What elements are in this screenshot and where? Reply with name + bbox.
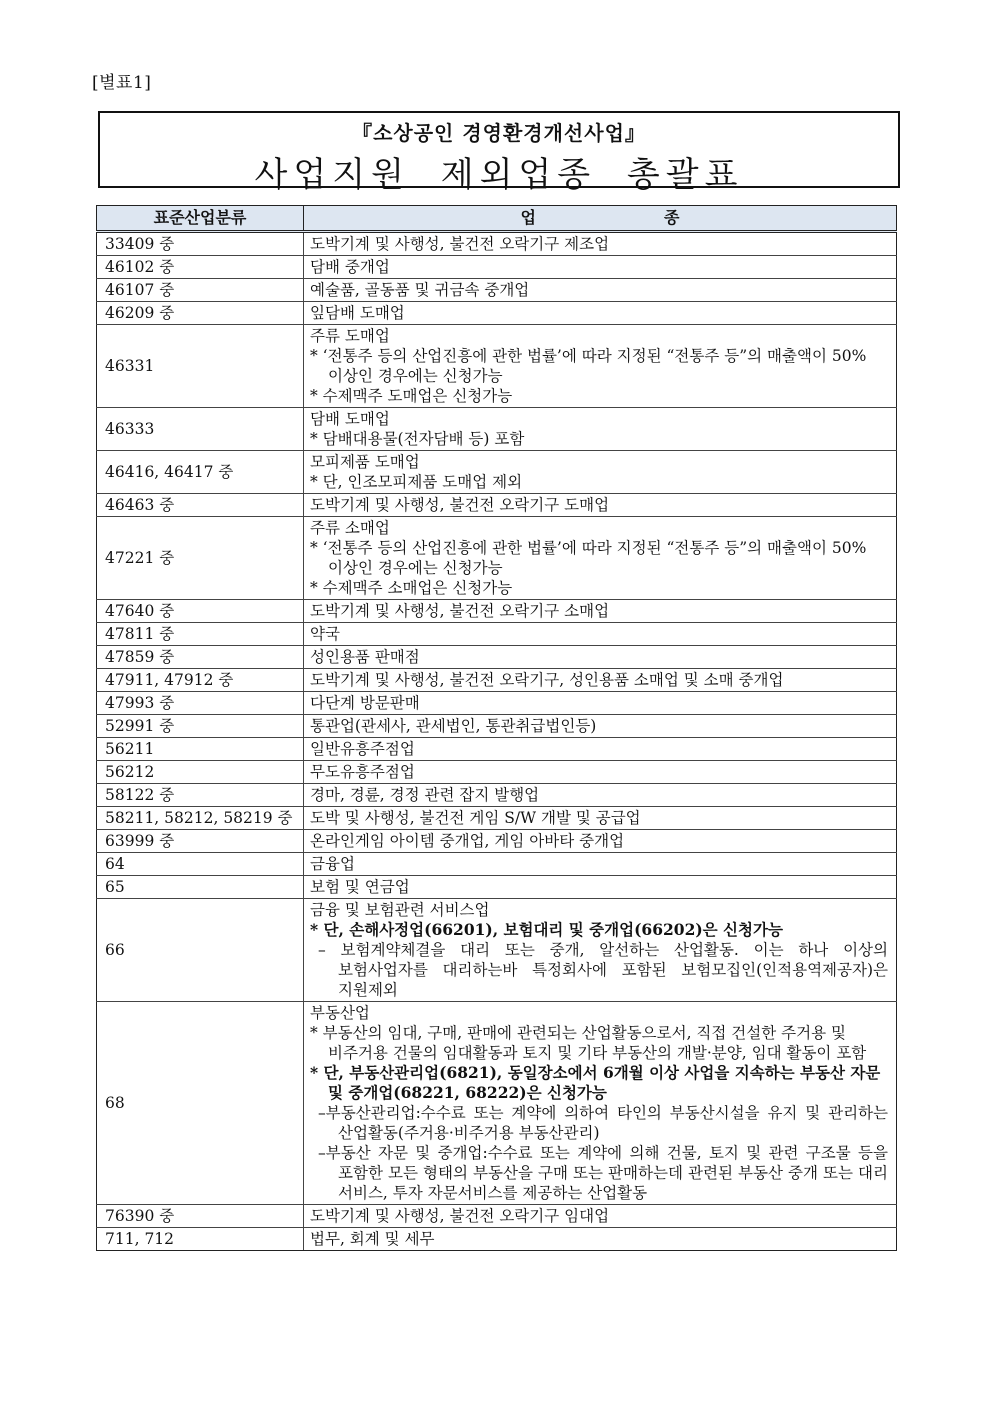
industry-code-cell: 47911, 47912 중 xyxy=(97,669,304,692)
business-type-cell xyxy=(304,1205,897,1228)
business-type-cell xyxy=(304,517,897,600)
industry-code-cell: 65 xyxy=(97,876,304,899)
business-type-text: 다단계 방문판매 xyxy=(310,694,420,712)
business-type-cell xyxy=(304,646,897,669)
industry-code-cell: 711, 712 xyxy=(97,1228,304,1251)
business-type-text: 도박기계 및 사행성, 불건전 오락기구 임대업 xyxy=(310,1207,610,1225)
industry-code-cell: 76390 중 xyxy=(97,1205,304,1228)
industry-code-cell: 46416, 46417 중 xyxy=(97,451,304,494)
table-row xyxy=(97,876,897,899)
business-type-cell xyxy=(304,302,897,325)
business-type-text: 부동산업 xyxy=(310,1004,370,1022)
business-type-text: 통관업(관세사, 관세법인, 통관취급법인등) xyxy=(310,717,597,735)
excluded-industries-table xyxy=(96,205,897,1251)
table-row xyxy=(97,1228,897,1251)
header-business-type: 업종 xyxy=(304,206,897,232)
note-line: * 단, 인조모피제품 도매업 제외 xyxy=(310,473,523,491)
business-type-text: 금융업 xyxy=(310,855,355,873)
industry-code-cell: 47993 중 xyxy=(97,692,304,715)
business-type-text: 온라인게임 아이템 중개업, 게임 아바타 중개업 xyxy=(310,832,625,850)
business-type-text: 도박기계 및 사행성, 불건전 오락기구 소매업 xyxy=(310,602,610,620)
table-row xyxy=(97,494,897,517)
business-type-text: 도박기계 및 사행성, 불건전 오락기구 도매업 xyxy=(310,496,610,514)
table-row xyxy=(97,784,897,807)
table-row xyxy=(97,715,897,738)
business-type-cell xyxy=(304,669,897,692)
business-type-cell xyxy=(304,876,897,899)
table-body xyxy=(97,232,897,1251)
business-type-cell xyxy=(304,325,897,408)
table-row xyxy=(97,807,897,830)
industry-code-cell: 46333 xyxy=(97,408,304,451)
industry-code-cell: 33409 중 xyxy=(97,232,304,256)
industry-code-cell: 58211, 58212, 58219 중 xyxy=(97,807,304,830)
business-type-text: 법무, 회계 및 세무 xyxy=(310,1230,435,1248)
detail-line: –부동산관리업:수수료 또는 계약에 의하여 타인의 부동산시설을 유지 및 관리하는 산업활동(주거용·비주거용 부동산관리) xyxy=(318,1104,888,1142)
note-line: * 부동산의 임대, 구매, 판매에 관련되는 산업활동으로서, 직접 건설한 주거용 및 비주거용 건물의 임대활동과 토지 및 기타 부동산의 개발·분양, 임대 활동이 포함 xyxy=(310,1024,867,1062)
industry-code-cell: 68 xyxy=(97,1002,304,1205)
note-line: * ‘전통주 등의 산업진흥에 관한 법률’에 따라 지정된 “전통주 등”의 매출액이 50% 이상인 경우에는 신청가능 xyxy=(310,539,867,577)
business-type-text: 도박 및 사행성, 불건전 게임 S/W 개발 및 공급업 xyxy=(310,809,641,827)
table-row xyxy=(97,853,897,876)
industry-code-cell: 47221 중 xyxy=(97,517,304,600)
detail-line: – 보험계약체결을 대리 또는 중개, 알선하는 산업활동. 이는 하나 이상의 보험사업자를 대리하는바 특정회사에 포함된 보험모집인(인적용역제공자)은 지원제외 xyxy=(318,941,888,999)
note-line: * 단, 손해사정업(66201), 보험대리 및 중개업(66202)은 신청가능 xyxy=(310,920,783,939)
business-type-cell xyxy=(304,408,897,451)
table-row xyxy=(97,279,897,302)
industry-code-cell: 46102 중 xyxy=(97,256,304,279)
business-type-cell xyxy=(304,256,897,279)
business-type-text: 모피제품 도매업 xyxy=(310,453,420,471)
table-row xyxy=(97,899,897,1002)
industry-code-cell: 64 xyxy=(97,853,304,876)
table-row xyxy=(97,451,897,494)
table-row xyxy=(97,646,897,669)
business-type-text: 잎담배 도매업 xyxy=(310,304,405,322)
industry-code-cell: 46209 중 xyxy=(97,302,304,325)
business-type-cell xyxy=(304,623,897,646)
header-industry-code: 표준산업분류 xyxy=(97,206,304,232)
table-row xyxy=(97,1205,897,1228)
document-title: 사업지원 제외업종 총괄표 xyxy=(254,155,744,195)
industry-code-cell: 66 xyxy=(97,899,304,1002)
business-type-cell xyxy=(304,494,897,517)
business-type-text: 일반유흥주점업 xyxy=(310,740,415,758)
industry-code-cell: 47859 중 xyxy=(97,646,304,669)
business-type-cell xyxy=(304,807,897,830)
business-type-text: 금융 및 보험관련 서비스업 xyxy=(310,901,490,919)
table-row xyxy=(97,232,897,256)
table-row xyxy=(97,738,897,761)
business-type-cell xyxy=(304,1228,897,1251)
business-type-text: 성인용품 판매점 xyxy=(310,648,420,666)
industry-code-cell: 63999 중 xyxy=(97,830,304,853)
business-type-text: 무도유흥주점업 xyxy=(310,763,415,781)
note-line: * 단, 부동산관리업(6821), 동일장소에서 6개월 이상 사업을 지속하는 부동산 자문 및 중개업(68221, 68222)은 신청가능 xyxy=(310,1063,881,1102)
industry-code-cell: 56212 xyxy=(97,761,304,784)
table-row xyxy=(97,600,897,623)
industry-code-cell: 46463 중 xyxy=(97,494,304,517)
industry-code-cell: 47811 중 xyxy=(97,623,304,646)
table-row xyxy=(97,325,897,408)
table-row xyxy=(97,623,897,646)
business-type-text: 약국 xyxy=(310,625,340,643)
industry-code-cell: 56211 xyxy=(97,738,304,761)
business-type-cell xyxy=(304,830,897,853)
business-type-text: 보험 및 연금업 xyxy=(310,878,410,896)
business-type-text: 주류 소매업 xyxy=(310,519,390,537)
business-type-cell xyxy=(304,853,897,876)
note-line: * 수제맥주 도매업은 신청가능 xyxy=(310,387,513,405)
table-row xyxy=(97,256,897,279)
business-type-text: 도박기계 및 사행성, 불건전 오락기구, 성인용품 소매업 및 소매 중개업 xyxy=(310,671,784,689)
business-type-text: 도박기계 및 사행성, 불건전 오락기구 제조업 xyxy=(310,235,610,253)
table-row xyxy=(97,1002,897,1205)
table-row xyxy=(97,830,897,853)
table-row xyxy=(97,408,897,451)
business-type-cell xyxy=(304,761,897,784)
table-row xyxy=(97,302,897,325)
business-type-cell xyxy=(304,738,897,761)
business-type-text: 주류 도매업 xyxy=(310,327,390,345)
industry-code-cell: 46331 xyxy=(97,325,304,408)
industry-code-cell: 58122 중 xyxy=(97,784,304,807)
business-type-cell xyxy=(304,279,897,302)
table-row xyxy=(97,761,897,784)
industry-code-cell: 46107 중 xyxy=(97,279,304,302)
program-title: 『소상공인 경영환경개선사업』 xyxy=(352,121,646,145)
business-type-text: 담배 도매업 xyxy=(310,410,390,428)
business-type-cell xyxy=(304,784,897,807)
table-row xyxy=(97,517,897,600)
note-line: * ‘전통주 등의 산업진흥에 관한 법률’에 따라 지정된 “전통주 등”의 매출액이 50% 이상인 경우에는 신청가능 xyxy=(310,347,867,385)
business-type-cell xyxy=(304,692,897,715)
detail-line: –부동산 자문 및 중개업:수수료 또는 계약에 의해 건물, 토지 및 관련 구조물 등을 포함한 모든 형태의 부동산을 구매 또는 판매하는데 관련된 부동산 중개 또는 대리 서비스, 투자 자문서비스를 제공하는 산업활동 xyxy=(318,1144,888,1202)
business-type-cell xyxy=(304,1002,897,1205)
table-row xyxy=(97,669,897,692)
business-type-cell xyxy=(304,451,897,494)
title-box xyxy=(98,111,900,195)
business-type-cell xyxy=(304,899,897,1002)
business-type-cell xyxy=(304,600,897,623)
industry-code-cell: 47640 중 xyxy=(97,600,304,623)
business-type-text: 담배 중개업 xyxy=(310,258,390,276)
table-row xyxy=(97,692,897,715)
note-line: * 수제맥주 소매업은 신청가능 xyxy=(310,579,513,597)
table-header-row xyxy=(97,206,897,232)
note-line: * 담배대용물(전자담배 등) 포함 xyxy=(310,430,525,448)
business-type-cell xyxy=(304,232,897,256)
industry-code-cell: 52991 중 xyxy=(97,715,304,738)
business-type-text: 예술품, 골동품 및 귀금속 중개업 xyxy=(310,281,530,299)
appendix-label: [별표1] xyxy=(92,73,152,93)
business-type-text: 경마, 경륜, 경정 관련 잡지 발행업 xyxy=(310,786,540,804)
business-type-cell xyxy=(304,715,897,738)
